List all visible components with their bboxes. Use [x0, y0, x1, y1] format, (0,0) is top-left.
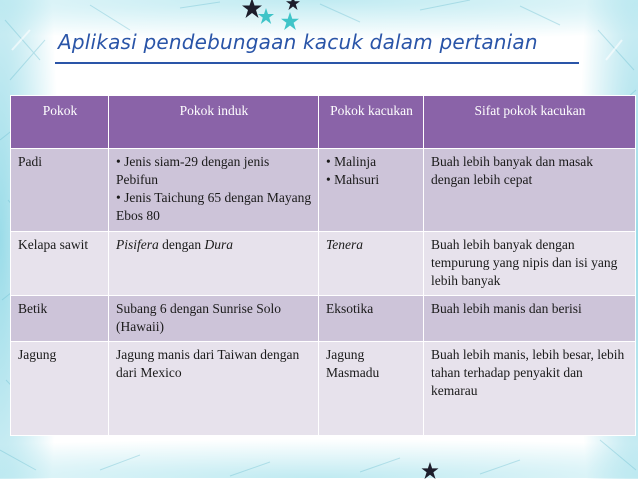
- cell-kacukan: Jagung Masmadu: [319, 342, 424, 436]
- cell-kacukan: [319, 232, 424, 296]
- header-sifat: Sifat pokok kacukan: [424, 96, 636, 149]
- cell-kacukan: [319, 149, 424, 232]
- cell-induk: [109, 149, 319, 232]
- title-underline: [55, 62, 579, 64]
- cell-induk: Jagung manis dari Taiwan dengan dari Mexico: [109, 342, 319, 436]
- header-pokok: Pokok: [11, 96, 109, 149]
- cell-sifat: Buah lebih manis dan berisi: [424, 296, 636, 342]
- induk-connector: dengan: [158, 237, 205, 252]
- table-header-row: [11, 96, 636, 149]
- star-icon: [286, 0, 300, 10]
- header-pokok-induk: Pokok induk: [109, 96, 319, 149]
- induk-species-2: Dura: [204, 237, 233, 252]
- page-title: Aplikasi pendebungaan kacuk dalam pertanian: [58, 30, 538, 54]
- table-row: [11, 232, 636, 296]
- cell-induk: [109, 232, 319, 296]
- list-item: • Malinja: [326, 154, 377, 169]
- kacukan-name: Tenera: [326, 237, 364, 252]
- cell-pokok: Padi: [11, 149, 109, 232]
- cell-pokok: Jagung: [11, 342, 109, 436]
- header-pokok-kacukan: Pokok kacukan: [319, 96, 424, 149]
- cell-pokok: Kelapa sawit: [11, 232, 109, 296]
- star-icon: [281, 12, 299, 30]
- table-row: [11, 342, 636, 436]
- cell-pokok: Betik: [11, 296, 109, 342]
- cell-induk: Subang 6 dengan Sunrise Solo (Hawaii): [109, 296, 319, 342]
- cell-sifat: Buah lebih manis, lebih besar, lebih tahan terhadap penyakit dan kemarau: [424, 342, 636, 436]
- table-row: [11, 149, 636, 232]
- list-item: • Jenis Taichung 65 dengan Mayang Ebos 80: [116, 190, 312, 223]
- cell-kacukan: Eksotika: [319, 296, 424, 342]
- table-row: [11, 296, 636, 342]
- cell-sifat: Buah lebih banyak dengan tempurung yang nipis dan isi yang lebih banyak: [424, 232, 636, 296]
- list-item: • Jenis siam-29 dengan jenis Pebifun: [116, 154, 270, 187]
- list-item: • Mahsuri: [326, 172, 380, 187]
- star-icon: [420, 462, 440, 479]
- hybrid-table: [10, 95, 636, 436]
- cell-sifat: Buah lebih banyak dan masak dengan lebih cepat: [424, 149, 636, 232]
- induk-species-1: Pisifera: [116, 237, 159, 252]
- star-icon: [258, 8, 274, 24]
